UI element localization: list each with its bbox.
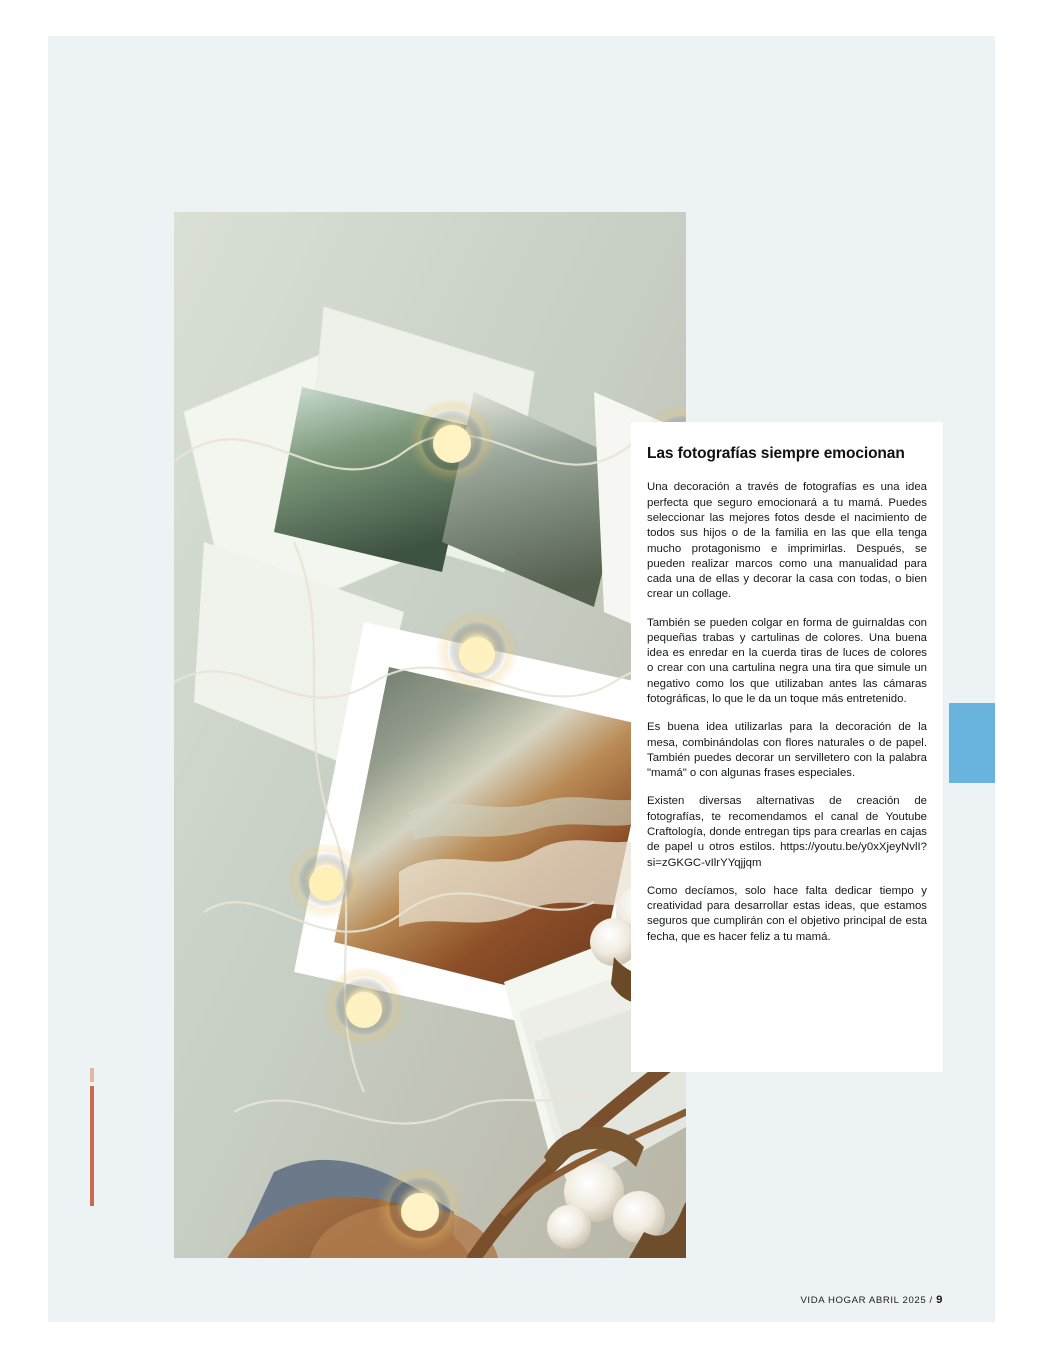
article-paragraph: También se pueden colgar en forma de guirnaldas con pequeñas trabas y cartulinas de colores. Una buena idea es enredar en la cuerda tiras de luces de colores o crear con una cartulina negra una tira que simule un negativo como los que utilizaban antes las cámaras fotográficas, lo que le da un toque más entretenido. <box>647 616 927 706</box>
page-sheet <box>48 36 995 1322</box>
article-text-panel <box>631 422 943 1072</box>
article-paragraph: Una decoración a través de fotografías es una idea perfecta que seguro emocionará a tu mamá. Puedes seleccionar las mejores fotos desde el nacimiento de todos sus hijos o de la familia en las que ella tenga mucho protagonismo e imprimirlas. Después, se pueden realizar marcos como una manualidad para cada una de ellas y decorar la casa con todas, o bien crear un collage. <box>647 481 927 601</box>
left-edge-mark-top <box>90 1068 94 1082</box>
photo-illustration <box>174 212 686 1258</box>
article-paragraph: Existen diversas alternativas de creación de fotografías, te recomendamos el canal de Youtube Craftología, donde entregan tips para crearlas en cajas de papel u otros estilos. https://youtu.be/y0xXjeyNvlI?si=zGKGC-vIlrYYqjjqm <box>647 795 927 869</box>
article-paragraph: Es buena idea utilizarlas para la decoración de la mesa, combinándolas con flores naturales o de papel. También puedes decorar un servilletero con la palabra "mamá" o con algunas frases especiales. <box>647 721 927 780</box>
page-footer <box>631 1294 943 1306</box>
footer-publication: VIDA HOGAR ABRIL 2025 / <box>800 1295 933 1306</box>
left-edge-mark-bottom <box>90 1086 94 1206</box>
article-paragraph: Como decíamos, solo hace falta dedicar tiempo y creatividad para desarrollar estas ideas, que estamos seguros que cumplirán con el objetivo principal de esta fecha, que es hacer feliz a tu mamá. <box>647 884 927 943</box>
footer-page-number: 9 <box>936 1294 943 1306</box>
article-photo <box>174 212 686 1258</box>
svg-text:iD.: iD. <box>496 541 516 558</box>
article-headline: Las fotografías siempre emocionan <box>647 445 905 462</box>
section-color-tab <box>949 703 995 783</box>
